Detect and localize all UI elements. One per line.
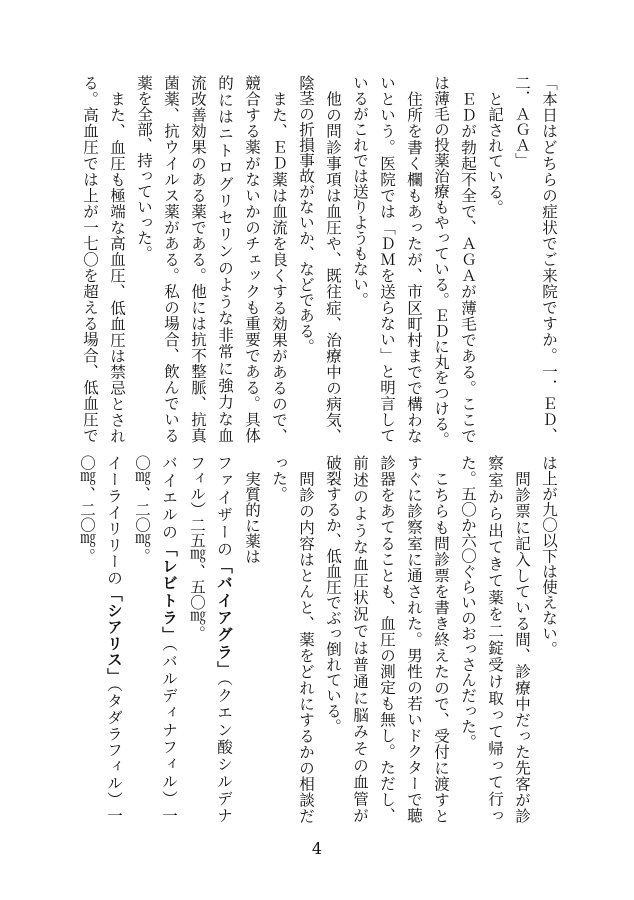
text-column: 実質的に薬は (243, 470, 261, 564)
product-name: 「バイアグラ」 (215, 557, 234, 679)
text-column: た。五〇か六〇ぐらいのおっさんだった。 (459, 455, 477, 750)
text-column: 問診票に記入している間、診療中だった先客が診 (513, 470, 531, 823)
text-segment: ファイザーの (215, 455, 233, 558)
text-column: いという。医院では「ＤＭを送らない」と明言して (378, 75, 396, 443)
text-column: 破裂するか、低血圧でぶっ倒れている。 (324, 455, 342, 734)
text-segment: （タダラフィル）一 (105, 684, 123, 823)
product-name: 「シアリス」 (105, 586, 124, 685)
text-segment: バイエルの (160, 455, 178, 541)
text-column: こちらも問診票を書き終えたので、受付に渡すと (432, 470, 450, 823)
text-segment: （クエン酸シルデナ (215, 678, 233, 824)
text-column: った。 (270, 455, 288, 502)
text-block-top (76, 75, 562, 447)
text-column: 薬を全部、持っていった。 (135, 75, 153, 261)
product-name: 「レビトラ」 (160, 540, 179, 644)
text-column: 前述のような血圧状況では普通に脳みその血管が (351, 455, 369, 823)
text-column: 問診の内容はとんと、薬をどれにするかの相談だ (297, 470, 315, 823)
text-column: 察室から出てきて薬を二錠受け取って帰って行っ (486, 455, 504, 823)
text-column: 菌薬、抗ウイルス薬がある。私の場合、飲んでいる (162, 75, 180, 443)
text-column: 陰茎の折損事故がないか、などである。 (297, 75, 315, 354)
text-column: いるがこれでは送りようもない。 (351, 75, 369, 308)
text-column: 二．ＡＧＡ」 (513, 75, 531, 168)
page-number: 4 (311, 839, 323, 858)
text-column: また、血圧も極端な高血圧、低血圧は禁忌とされ (108, 90, 126, 443)
text-column: 的にはニトログリセリンのような非常に強力な血 (216, 75, 234, 443)
text-column: は薄毛の投薬治療もやっている。ＥＤに丸をつける。 (432, 75, 450, 447)
text-column: と記されている。 (486, 90, 504, 215)
text-column (210, 455, 238, 823)
text-segment: （バルディナフィル）一 (160, 643, 178, 824)
text-column (155, 455, 183, 823)
text-column: 住所を書く欄もあったが、市区町村までで構わな (405, 90, 423, 443)
text-column: る。高血圧では上が一七〇を超える場合、低血圧で (81, 75, 99, 443)
text-column: 「本日はどちらの症状でご来院ですか。一．ＥＤ、 (540, 75, 558, 443)
text-column (100, 455, 128, 823)
text-column: 流改善効果のある薬である。他には抗不整脈、抗真 (189, 75, 207, 443)
text-block-bottom (76, 455, 562, 823)
text-column: 〇㎎、二〇㎎。 (78, 455, 96, 564)
text-column: は上が九〇以下は使えない。 (540, 455, 558, 657)
text-column: また、ＥＤ薬は血流を良くする効果があるので、 (270, 90, 288, 443)
text-column: 他の問診事項は血圧や、既往症、治療中の病気、 (324, 90, 342, 443)
text-column: ＥＤが勃起不全で、ＡＧＡが薄毛である。ここで (459, 90, 477, 443)
text-segment: イーライリリーの (105, 455, 123, 586)
text-column: 〇㎎、二〇㎎。 (133, 455, 151, 564)
text-column: 競合する薬がないかのチェックも重要である。具体 (243, 75, 261, 443)
text-column: 診器をあてることも、血圧の測定も無し。ただし、 (378, 455, 396, 823)
text-column: すぐに診察室に通された。男性の若いドクターで聴 (405, 455, 423, 823)
text-column: フィル）二五㎎、五〇㎎。 (188, 455, 206, 641)
